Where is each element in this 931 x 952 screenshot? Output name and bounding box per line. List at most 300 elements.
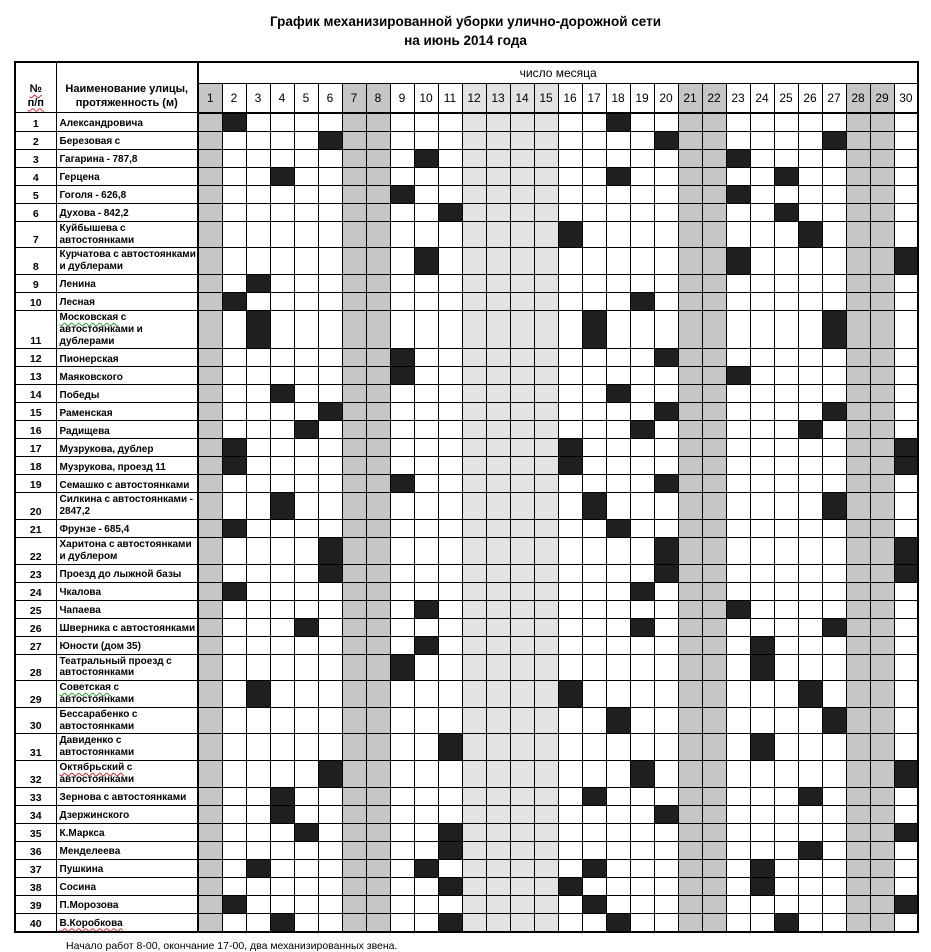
day-cell [222, 149, 246, 167]
street-name: Октябрьский с автостоянками [56, 760, 198, 787]
day-cell [582, 248, 606, 275]
street-name: Дзержинского [56, 805, 198, 823]
day-cell [318, 385, 342, 403]
row-number: 6 [15, 203, 56, 221]
day-cell [438, 805, 462, 823]
day-cell [558, 913, 582, 932]
day-cell [798, 149, 822, 167]
day-cell [726, 274, 750, 292]
table-row [15, 913, 918, 932]
day-cell [486, 349, 510, 367]
day-cell [486, 618, 510, 636]
street-name: Семашко с автостоянками [56, 475, 198, 493]
scheduled-day-cell [750, 734, 774, 761]
day-cell [246, 760, 270, 787]
day-cell [558, 385, 582, 403]
day-cell [678, 681, 702, 708]
day-header: 29 [870, 83, 894, 113]
day-cell [822, 221, 846, 248]
day-cell [726, 681, 750, 708]
table-row [15, 787, 918, 805]
day-cell [246, 113, 270, 132]
day-cell [630, 185, 654, 203]
scheduled-day-cell [438, 203, 462, 221]
row-number: 19 [15, 475, 56, 493]
day-cell [342, 113, 366, 132]
day-cell [750, 493, 774, 520]
row-number: 32 [15, 760, 56, 787]
day-cell [726, 636, 750, 654]
day-cell [222, 403, 246, 421]
scheduled-day-cell [630, 292, 654, 310]
day-cell [366, 537, 390, 564]
day-cell [774, 823, 798, 841]
street-name: Гагарина - 787,8 [56, 149, 198, 167]
row-number: 25 [15, 600, 56, 618]
day-cell [342, 841, 366, 859]
day-cell [222, 274, 246, 292]
day-cell [198, 310, 222, 348]
day-cell [582, 841, 606, 859]
day-cell [582, 475, 606, 493]
day-cell [534, 895, 558, 913]
day-cell [558, 805, 582, 823]
day-cell [630, 681, 654, 708]
day-cell [270, 654, 294, 681]
day-cell [222, 167, 246, 185]
day-cell [606, 248, 630, 275]
day-cell [510, 707, 534, 734]
scheduled-day-cell [774, 203, 798, 221]
day-cell [798, 185, 822, 203]
scheduled-day-cell [630, 618, 654, 636]
day-cell [246, 895, 270, 913]
day-cell [750, 600, 774, 618]
scheduled-day-cell [654, 475, 678, 493]
day-cell [798, 582, 822, 600]
scheduled-day-cell [726, 185, 750, 203]
day-cell [486, 519, 510, 537]
day-cell [318, 636, 342, 654]
street-name: Лесная [56, 292, 198, 310]
day-cell [630, 385, 654, 403]
day-cell [846, 349, 870, 367]
street-name: Проезд до лыжной базы [56, 564, 198, 582]
day-cell [798, 439, 822, 457]
scheduled-day-cell [654, 805, 678, 823]
days-group-header: число месяца [198, 62, 918, 84]
day-cell [726, 203, 750, 221]
day-cell [750, 519, 774, 537]
day-cell [534, 654, 558, 681]
day-cell [438, 475, 462, 493]
day-cell [606, 185, 630, 203]
day-cell [438, 519, 462, 537]
day-cell [390, 113, 414, 132]
table-row [15, 537, 918, 564]
col-header-street [56, 62, 198, 113]
day-cell [438, 310, 462, 348]
day-cell [678, 913, 702, 932]
scheduled-day-cell [222, 582, 246, 600]
table-row [15, 618, 918, 636]
day-cell [198, 681, 222, 708]
day-cell [486, 787, 510, 805]
scheduled-day-cell [222, 457, 246, 475]
day-cell [438, 185, 462, 203]
day-cell [846, 439, 870, 457]
day-cell [438, 636, 462, 654]
scheduled-day-cell [654, 403, 678, 421]
day-cell [822, 421, 846, 439]
day-cell [462, 367, 486, 385]
day-header: 8 [366, 83, 390, 113]
scheduled-day-cell [318, 760, 342, 787]
day-cell [366, 185, 390, 203]
day-cell [222, 203, 246, 221]
day-cell [630, 403, 654, 421]
day-cell [270, 221, 294, 248]
table-row [15, 292, 918, 310]
scheduled-day-cell [270, 913, 294, 932]
day-cell [702, 877, 726, 895]
day-cell [510, 564, 534, 582]
day-cell [774, 457, 798, 475]
day-cell [510, 221, 534, 248]
day-cell [342, 734, 366, 761]
row-number: 21 [15, 519, 56, 537]
day-cell [222, 707, 246, 734]
day-cell [246, 385, 270, 403]
scheduled-day-cell [726, 248, 750, 275]
day-cell [342, 519, 366, 537]
day-cell [534, 167, 558, 185]
day-cell [870, 167, 894, 185]
day-cell [318, 221, 342, 248]
day-cell [294, 805, 318, 823]
day-cell [342, 913, 366, 932]
day-cell [702, 618, 726, 636]
day-cell [678, 636, 702, 654]
day-cell [438, 421, 462, 439]
day-cell [462, 248, 486, 275]
day-cell [630, 823, 654, 841]
day-cell [894, 367, 918, 385]
day-header: 19 [630, 83, 654, 113]
day-cell [726, 913, 750, 932]
day-cell [726, 707, 750, 734]
day-cell [846, 519, 870, 537]
day-cell [750, 841, 774, 859]
day-cell [798, 537, 822, 564]
street-name: Советская с автостоянками [56, 681, 198, 708]
table-row [15, 877, 918, 895]
day-cell [510, 600, 534, 618]
day-cell [342, 367, 366, 385]
day-cell [774, 537, 798, 564]
day-cell [750, 707, 774, 734]
day-cell [822, 185, 846, 203]
day-cell [486, 274, 510, 292]
day-cell [846, 310, 870, 348]
row-number: 30 [15, 707, 56, 734]
day-cell [870, 564, 894, 582]
day-cell [894, 654, 918, 681]
day-cell [822, 439, 846, 457]
day-cell [606, 564, 630, 582]
day-cell [654, 519, 678, 537]
day-header: 5 [294, 83, 318, 113]
day-cell [630, 913, 654, 932]
day-cell [486, 877, 510, 895]
street-name [56, 913, 198, 932]
day-cell [606, 636, 630, 654]
day-header: 17 [582, 83, 606, 113]
day-cell [414, 654, 438, 681]
scheduled-day-cell [894, 823, 918, 841]
day-header: 18 [606, 83, 630, 113]
day-cell [534, 131, 558, 149]
day-cell [462, 760, 486, 787]
scheduled-day-cell [390, 185, 414, 203]
scheduled-day-cell [798, 221, 822, 248]
day-cell [582, 681, 606, 708]
day-cell [198, 439, 222, 457]
day-cell [774, 841, 798, 859]
scheduled-day-cell [654, 349, 678, 367]
day-cell [246, 654, 270, 681]
day-cell [606, 841, 630, 859]
day-cell [750, 564, 774, 582]
scheduled-day-cell [822, 707, 846, 734]
day-cell [846, 185, 870, 203]
day-cell [702, 203, 726, 221]
day-cell [414, 734, 438, 761]
scheduled-day-cell [582, 310, 606, 348]
day-cell [462, 841, 486, 859]
day-cell [534, 787, 558, 805]
day-cell [894, 877, 918, 895]
row-number: 12 [15, 349, 56, 367]
day-cell [510, 457, 534, 475]
day-cell [246, 600, 270, 618]
day-cell [510, 582, 534, 600]
street-name: Александровича [56, 113, 198, 132]
scheduled-day-cell [798, 681, 822, 708]
day-cell [774, 221, 798, 248]
day-cell [798, 113, 822, 132]
day-cell [822, 519, 846, 537]
table-row [15, 895, 918, 913]
day-cell [870, 600, 894, 618]
day-cell [438, 367, 462, 385]
day-cell [270, 185, 294, 203]
day-cell [726, 877, 750, 895]
day-cell [630, 131, 654, 149]
day-cell [726, 787, 750, 805]
day-cell [846, 113, 870, 132]
day-cell [510, 537, 534, 564]
street-name: Куйбышева с автостоянками [56, 221, 198, 248]
day-cell [630, 310, 654, 348]
day-cell [438, 403, 462, 421]
day-cell [702, 149, 726, 167]
day-cell [846, 734, 870, 761]
table-row [15, 310, 918, 348]
day-cell [894, 787, 918, 805]
day-cell [534, 221, 558, 248]
day-cell [414, 760, 438, 787]
day-cell [294, 131, 318, 149]
street-name: Юности (дом 35) [56, 636, 198, 654]
table-row [15, 203, 918, 221]
day-cell [486, 403, 510, 421]
day-cell [366, 564, 390, 582]
day-cell [318, 913, 342, 932]
day-cell [246, 877, 270, 895]
day-cell [798, 167, 822, 185]
row-number: 9 [15, 274, 56, 292]
day-cell [870, 203, 894, 221]
scheduled-day-cell [894, 457, 918, 475]
day-cell [630, 367, 654, 385]
day-cell [414, 519, 438, 537]
day-cell [486, 707, 510, 734]
day-cell [198, 292, 222, 310]
day-cell [894, 113, 918, 132]
row-number: 34 [15, 805, 56, 823]
day-cell [414, 421, 438, 439]
day-cell [198, 618, 222, 636]
day-cell [462, 895, 486, 913]
day-cell [318, 519, 342, 537]
day-cell [222, 475, 246, 493]
day-cell [222, 654, 246, 681]
day-cell [222, 185, 246, 203]
spellcheck-word: Советская [59, 682, 112, 694]
table-row [15, 859, 918, 877]
day-cell [606, 681, 630, 708]
day-cell [534, 385, 558, 403]
spellcheck-word: Московская [59, 311, 119, 323]
scheduled-day-cell [318, 564, 342, 582]
day-cell [846, 167, 870, 185]
scheduled-day-cell [414, 636, 438, 654]
day-cell [414, 877, 438, 895]
day-cell [438, 582, 462, 600]
day-cell [342, 636, 366, 654]
day-cell [270, 823, 294, 841]
day-cell [390, 310, 414, 348]
day-cell [702, 310, 726, 348]
day-cell [894, 681, 918, 708]
day-cell [750, 203, 774, 221]
day-cell [318, 457, 342, 475]
day-cell [462, 475, 486, 493]
scheduled-day-cell [270, 787, 294, 805]
table-row [15, 636, 918, 654]
day-cell [462, 537, 486, 564]
day-cell [846, 385, 870, 403]
street-name: Московская с автостоянками и дублерами [56, 310, 198, 348]
day-cell [270, 203, 294, 221]
day-cell [582, 403, 606, 421]
day-cell [606, 859, 630, 877]
day-cell [462, 734, 486, 761]
day-cell [366, 654, 390, 681]
day-cell [822, 537, 846, 564]
day-cell [438, 493, 462, 520]
day-cell [486, 149, 510, 167]
day-cell [798, 203, 822, 221]
day-cell [606, 582, 630, 600]
day-cell [534, 823, 558, 841]
day-cell [246, 618, 270, 636]
day-cell [750, 895, 774, 913]
day-cell [462, 292, 486, 310]
day-header: 11 [438, 83, 462, 113]
day-cell [822, 113, 846, 132]
day-cell [774, 519, 798, 537]
day-cell [270, 367, 294, 385]
schedule-table [14, 61, 919, 933]
day-header: 3 [246, 83, 270, 113]
day-cell [318, 248, 342, 275]
scheduled-day-cell [582, 895, 606, 913]
day-cell [246, 292, 270, 310]
day-cell [678, 787, 702, 805]
day-cell [534, 310, 558, 348]
day-header: 24 [750, 83, 774, 113]
day-cell [534, 841, 558, 859]
day-cell [462, 167, 486, 185]
day-cell [606, 221, 630, 248]
day-cell [294, 349, 318, 367]
day-cell [846, 475, 870, 493]
day-cell [750, 131, 774, 149]
day-cell [822, 787, 846, 805]
day-cell [342, 149, 366, 167]
day-cell [318, 421, 342, 439]
day-cell [294, 403, 318, 421]
street-name: Шверника с автостоянками [56, 618, 198, 636]
day-cell [462, 787, 486, 805]
day-cell [366, 349, 390, 367]
day-cell [198, 421, 222, 439]
scheduled-day-cell [894, 564, 918, 582]
day-cell [774, 310, 798, 348]
scheduled-day-cell [750, 859, 774, 877]
day-cell [222, 537, 246, 564]
day-cell [822, 823, 846, 841]
day-cell [798, 403, 822, 421]
day-cell [558, 248, 582, 275]
day-cell [462, 600, 486, 618]
scheduled-day-cell [558, 681, 582, 708]
day-cell [198, 185, 222, 203]
day-cell [438, 537, 462, 564]
day-header: 30 [894, 83, 918, 113]
street-name: Харитона с автостоянками и дублером [56, 537, 198, 564]
day-cell [846, 895, 870, 913]
scheduled-day-cell [294, 823, 318, 841]
day-cell [390, 618, 414, 636]
day-cell [750, 421, 774, 439]
scheduled-day-cell [270, 167, 294, 185]
day-cell [390, 787, 414, 805]
day-cell [606, 475, 630, 493]
day-header: 26 [798, 83, 822, 113]
